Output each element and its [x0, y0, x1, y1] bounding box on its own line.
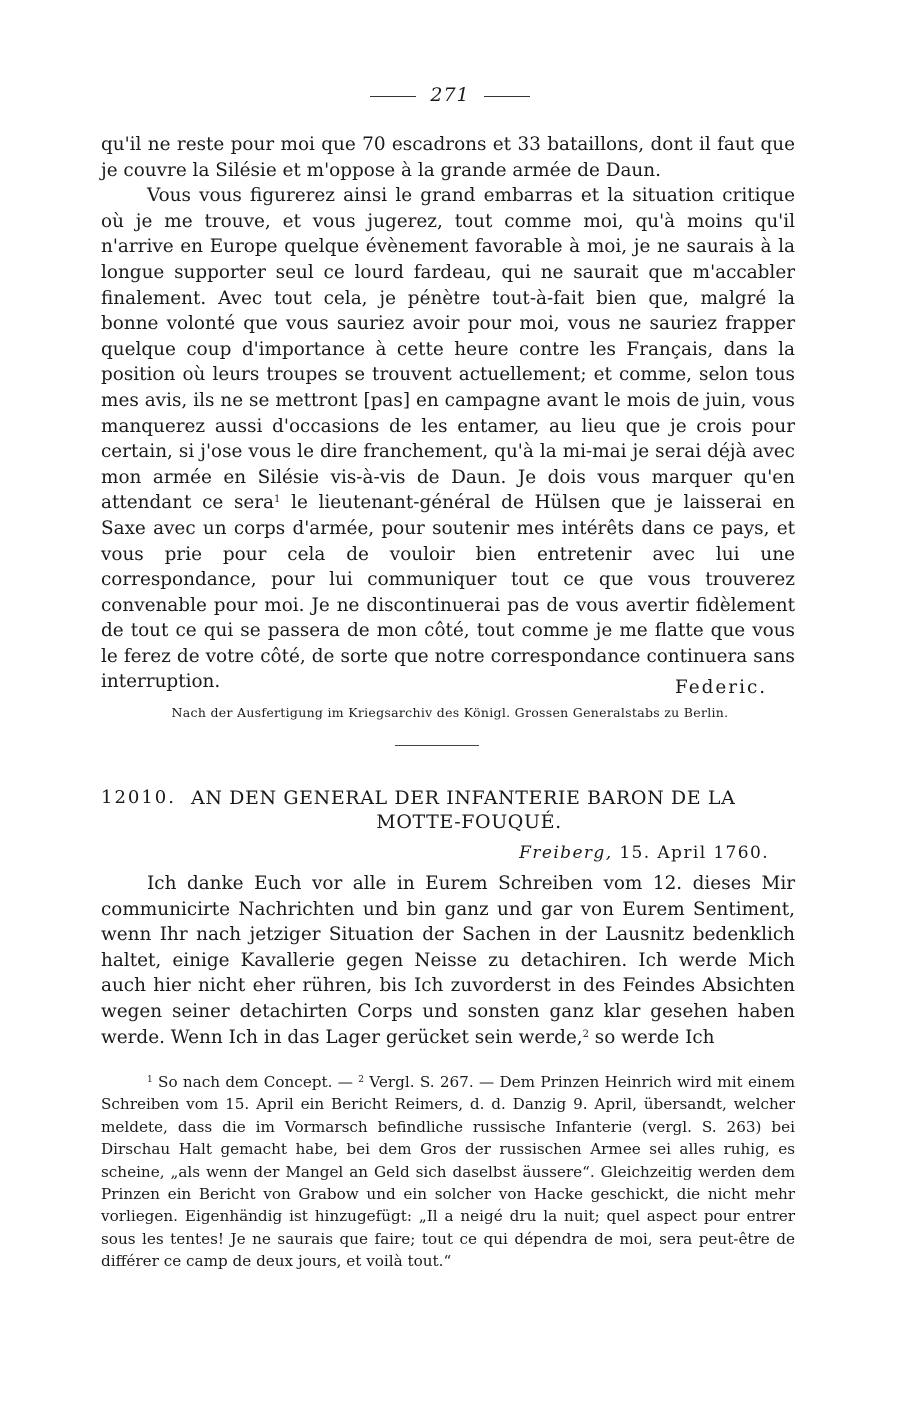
page-header	[0, 84, 900, 106]
letter-1-body	[101, 132, 795, 695]
signature: Federic.	[675, 677, 768, 698]
footnote-2-mark: 2	[358, 1075, 364, 1085]
letter-2-body	[101, 871, 795, 1050]
letter-1-paragraph-1: qu'il ne reste pour moi que 70 escadrons et 33 bataillons, dont il faut que je couvre la Silésie et m'oppose à la grande armée de Daun.	[101, 134, 795, 181]
footnote-1-mark: 1	[147, 1075, 153, 1085]
section-divider	[395, 745, 479, 746]
footnote-1-text: So nach dem Concept. —	[152, 1073, 359, 1091]
footnote-block	[101, 1071, 795, 1273]
header-rule-left	[370, 96, 416, 97]
dateline	[0, 843, 769, 863]
source-note: Nach der Ausfertigung im Kriegsarchiv des Königl. Grossen Generalstabs zu Berlin.	[171, 705, 729, 720]
page-number: 271	[430, 84, 470, 106]
footnote-2-text: Vergl. S. 267. — Dem Prinzen Heinrich wird mit einem Schreiben vom 15. April ein Bericht Reimers, d. d. Danzig 9. April, übersandt, welcher meldete, dass die im Vormarsch befindliche russische Infanterie (vergl. S. 263) bei Dirschau Halt gemacht habe, bei dem Gros der russischen Armee sei alles ruhig, es scheine, „als wenn der Mangel an Geld sich daselbst äussere“. Gleichzeitig werden dem Prinzen ein Bericht von Grabow und ein solcher von Hacke geschickt, die nicht mehr vorliegen. Eigenhändig ist hinzugefügt: „Il a neigé dru la nuit; quel aspect pour entrer sous les tentes! Je ne saurais que faire; tout ce qui dépendra de moi, sera peut-être de différer ce camp de deux jours, et voilà tout.“	[101, 1073, 795, 1271]
dateline-place: Freiberg,	[519, 843, 613, 863]
letter-2-paragraph-part-b: so werde Ich	[588, 1026, 715, 1048]
letter-1-paragraph-2-part-a: Vous vous figurerez ainsi le grand embarras et la situation critique où je me trouve, et vous jugerez, tout comme moi, qu'à moins qu'il n'arrive en Europe quelque évènement favorable à moi, je ne saurais à la longue supporter seul ce lourd fardeau, qui ne saurait que m'accabler finalement. Avec tout cela, je pénètre tout-à-fait bien que, malgré la bonne volonté que vous sauriez avoir pour moi, vous ne sauriez frapper quelque coup d'importance à cette heure contre les Français, dans la position où leurs troupes se trouvent actuellement; et comme, selon tous mes avis, ils ne se mettront [pas] en campagne avant le mois de juin, vous manquerez aussi d'occasions de les entamer, au lieu que je crois pour certain, si j'ose vous le dire franchement, qu'à la mi-mai je serai déjà avec mon armée en Silésie vis-à-vis de Daun. Je dois vous marquer qu'en attendant ce sera	[101, 185, 795, 514]
letter-2-number: 12010.	[101, 787, 176, 808]
letter-2-title-line-2: MOTTE-FOUQUÉ.	[376, 811, 562, 833]
letter-2-heading	[101, 786, 795, 834]
letter-2-paragraph	[101, 871, 795, 1050]
dateline-date: 15. April 1760.	[619, 843, 769, 863]
letter-2-title-line-1: AN DEN GENERAL DER INFANTERIE BARON DE LA	[191, 787, 736, 809]
header-rule-right	[484, 96, 530, 97]
letter-1-paragraph-2-part-b: le lieutenant-général de Hülsen que je laisserai en Saxe avec un corps d'armée, pour soutenir mes intérêts dans ce pays, et vous prie pour cela de vouloir bien entretenir avec lui une correspondance, pour lui communiquer tout ce que vous trouverez convenable pour moi. Je ne discontinuerai pas de vous avertir fidèlement de tout ce qui se passera de mon côté, tout comme je me flatte que vous le ferez de votre côté, de sorte que notre correspondance continuera sans interruption.	[101, 492, 795, 693]
footnote-ref-1: 1	[274, 494, 281, 506]
letter-2-paragraph-part-a: Ich danke Euch vor alle in Eurem Schreiben vom 12. dieses Mir communicirte Nachrichten und bin ganz und gar von Eurem Sentiment, wenn Ihr nach jetziger Situation der Sachen in der Lausnitz bedenklich haltet, einige Kavallerie gegen Neisse zu detachiren. Ich werde Mich auch hier nicht eher rühren, bis Ich zuvorderst in des Feindes Absichten wegen seiner detachirten Corps und sonsten ganz klar gesehen haben werde. Wenn Ich in das Lager gerücket sein werde,	[101, 873, 795, 1048]
letter-1-paragraph-2	[101, 183, 795, 695]
footnotes	[101, 1071, 795, 1273]
footnote-ref-2: 2	[582, 1028, 589, 1040]
